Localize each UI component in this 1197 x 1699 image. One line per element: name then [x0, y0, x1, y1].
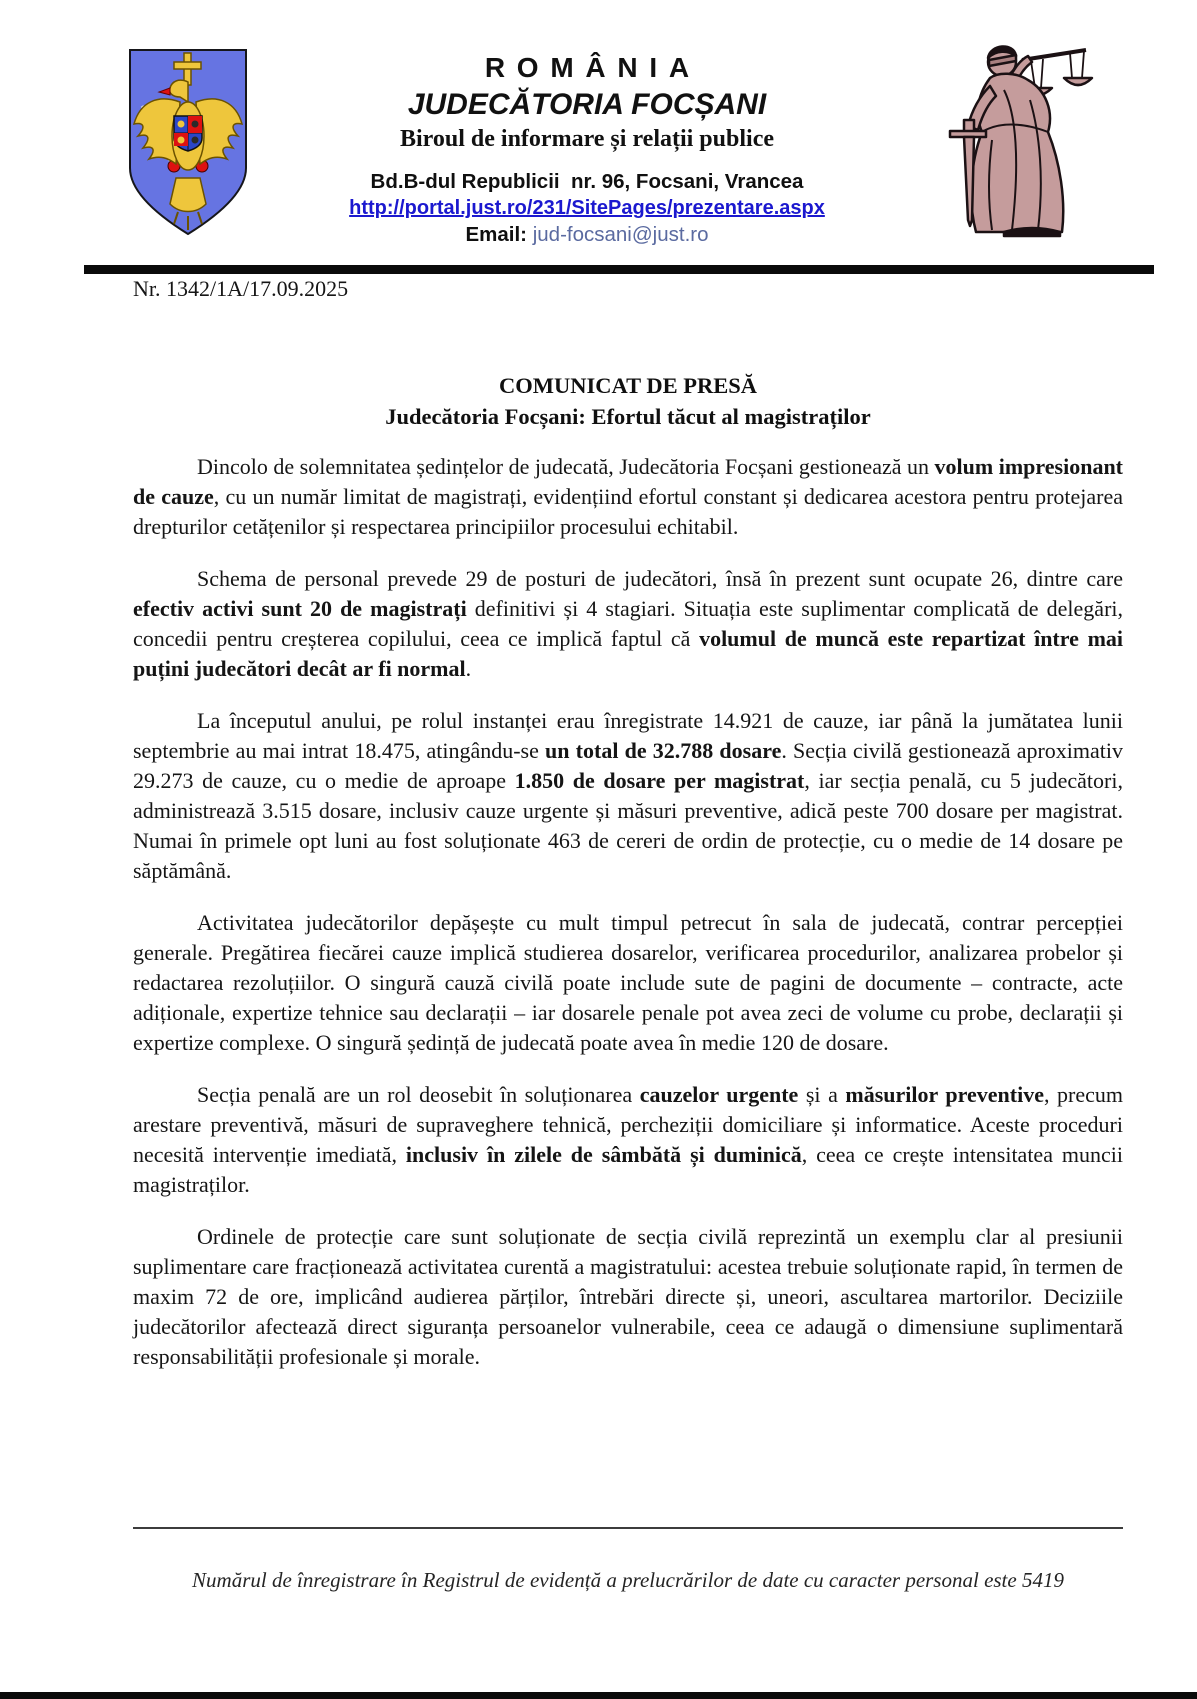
paragraph-bold-text: cauzelor urgente [639, 1082, 799, 1107]
country-title: ROMÂNIA [484, 52, 701, 83]
press-release-paragraph [133, 908, 1123, 1058]
letterhead [262, 52, 912, 247]
lady-justice-icon [912, 30, 1097, 248]
press-release-paragraph [133, 452, 1123, 542]
romania-coat-of-arms-icon [122, 40, 254, 242]
press-release-paragraph [133, 1222, 1123, 1372]
paragraph-text: Secția penală are un rol deosebit în soluționarea [197, 1082, 640, 1107]
paragraph-bold-text: efectiv activi sunt 20 de magistrați [133, 596, 467, 621]
office-subtitle: Biroul de informare și relații publice [400, 126, 774, 152]
release-title-block [133, 370, 1123, 432]
address-line: Bd.B-dul Republicii nr. 96, Focsani, Vrancea [370, 170, 804, 193]
paragraph-text: . Secția civilă gestionează aproximativ 29.273 de cauze, cu o medie de aproape [133, 738, 1123, 793]
release-subtitle: Judecătoria Focșani: Efortul tăcut al magistraților [385, 404, 871, 429]
paragraph-bold-text: volumul de muncă este repartizat între mai puțini judecători decât ar fi normal [133, 626, 1124, 681]
header-divider [84, 265, 1154, 274]
paragraph-text: Schema de personal prevede 29 de posturi de judecători, însă în prezent sunt ocupate 26, dintre care [197, 566, 1123, 591]
press-release-body [133, 452, 1123, 1394]
paragraph-text: definitivi și 4 stagiari. Situația este suplimentar complicată de delegări, concedii pentru creșterea copilului, ceea ce implică faptul că [133, 596, 1124, 651]
portal-link[interactable]: http://portal.just.ro/231/SitePages/prezentare.aspx [349, 197, 825, 219]
paragraph-text: . [465, 656, 472, 681]
paragraph-bold-text: măsurilor preventive [845, 1082, 1044, 1107]
paragraph-text: Dincolo de solemnitatea ședințelor de judecată, Judecătoria Focșani gestionează un [197, 454, 935, 479]
paragraph-text: , iar secția penală, cu 5 judecători, administrează 3.515 dosare, inclusiv cauze urgente și măsuri preventive, adică peste 700 dosare per magistrat. Numai în primele opt luni au fost soluționate 463 de cereri de ordin de protecție, cu o medie de 14 dosare pe săptămână. [133, 768, 1123, 883]
paragraph-bold-text: volum impresionant de cauze [133, 454, 1123, 509]
paragraph-text: Activitatea judecătorilor depășește cu mult timpul petrecut în sala de judecată, contrar percepției generale. Pregătirea fiecărei cauze implică studierea dosarelor, verificarea procedurilor, analizarea probelor și redactarea rezoluțiilor. O singură cauză civilă poate include sute de pagini de documente – contracte, acte adiționale, expertize tehnice sau declarații – iar dosarele penale pot avea zeci de volume cu probe, declarații și expertize complexe. O singură ședință de judecată poate avea în medie 120 de dosare. [133, 910, 1123, 1055]
paragraph-bold-text: inclusiv în zilele de sâmbătă și duminică [405, 1142, 802, 1167]
press-release-paragraph [133, 706, 1123, 886]
paragraph-text: , ceea ce crește intensitatea muncii magistraților. [133, 1142, 1123, 1197]
press-release-paragraph [133, 1080, 1123, 1200]
registry-note: Numărul de înregistrare în Registrul de evidență a prelucrărilor de date cu caracter personal este 5419 [192, 1568, 1064, 1592]
reference-number: Nr. 1342/1A/17.09.2025 [133, 276, 349, 301]
footer-divider [133, 1527, 1123, 1529]
email-label: Email: [465, 223, 528, 246]
release-title: COMUNICAT DE PRESĂ [499, 373, 757, 398]
institution-title: JUDECĂTORIA FOCȘANI [407, 88, 767, 121]
paragraph-text: și a [798, 1082, 846, 1107]
email-address: jud-focsani@just.ro [532, 223, 709, 246]
email-row [262, 223, 912, 247]
paragraph-text: La începutul anului, pe rolul instanței erau înregistrate 14.921 de cauze, iar până la jumătatea lunii septembrie au mai intrat 18.475, atingându-se [133, 708, 1123, 763]
paragraph-text: Ordinele de protecție care sunt soluționate de secția civilă reprezintă un exemplu clar al presiunii suplimentare care fracționează activitatea curentă a magistratului: acestea trebuie soluționate rapid, în termen de maxim 72 de ore, implicând audierea părților, întrebări directe și, uneori, ascultarea martorilor. Deciziile judecătorilor afectează direct siguranța persoanelor vulnerabile, ceea ce adaugă o dimensiune suplimentară responsabilității profesionale și morale. [133, 1224, 1123, 1369]
paragraph-text: , cu un număr limitat de magistrați, evidențiind efortul constant și dedicarea acestora pentru protejarea drepturilor cetățenilor și respectarea principiilor procesului echitabil. [133, 484, 1124, 539]
press-release-paragraph [133, 564, 1123, 684]
paragraph-bold-text: un total de 32.788 dosare [545, 738, 782, 763]
page-bottom-bar [0, 1692, 1197, 1699]
paragraph-text: , precum arestare preventivă, măsuri de supraveghere tehnică, percheziții domiciliare și informatice. Aceste proceduri necesită intervenție imediată, [133, 1082, 1123, 1167]
paragraph-bold-text: 1.850 de dosare per magistrat [514, 768, 805, 793]
